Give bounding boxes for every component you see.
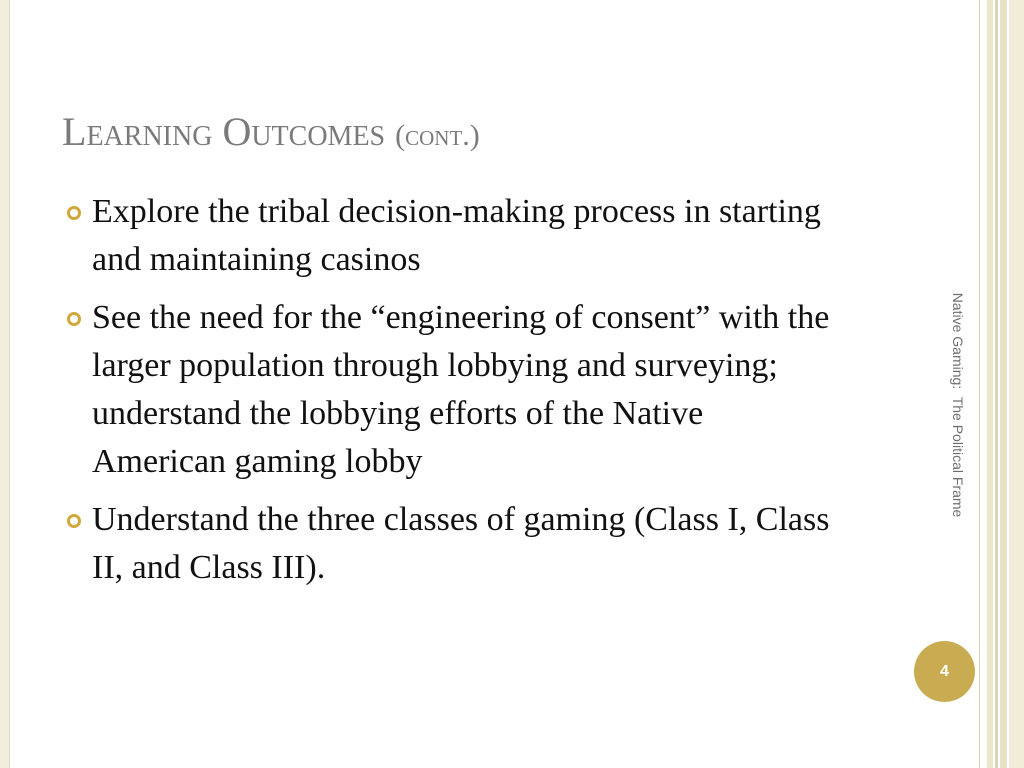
left-border xyxy=(0,0,10,768)
title-word-utcomes: utcomes xyxy=(251,109,396,154)
bullet-circle-icon xyxy=(67,514,81,528)
bullet-item xyxy=(62,188,842,284)
title-suffix: (cont.) xyxy=(395,119,480,152)
bullet-text: Explore the tribal decision-making process in starting and maintaining casinos xyxy=(92,193,821,278)
page-number-badge xyxy=(914,641,975,702)
right-stripe-5 xyxy=(1009,0,1024,768)
bullet-item xyxy=(62,496,842,592)
footer-text: Native Gaming: The Political Frame xyxy=(950,292,966,518)
bullet-item xyxy=(62,294,842,486)
title-initial-o: O xyxy=(222,109,252,154)
right-stripe-2 xyxy=(987,0,993,768)
right-stripe-3 xyxy=(995,0,998,768)
bullet-text: Understand the three classes of gaming (Class I, Class II, and Class III). xyxy=(92,501,830,586)
bullet-text: See the need for the “engineering of consent” with the larger population through lobbying and surveying; understand the lobbying efforts of the Native American gaming lobby xyxy=(92,299,830,480)
bullet-circle-icon xyxy=(67,206,81,220)
right-stripe-1 xyxy=(979,0,980,768)
bullet-list xyxy=(62,188,842,602)
title-initial-l: L xyxy=(62,109,87,154)
right-stripe-4 xyxy=(1000,0,1007,768)
bullet-circle-icon xyxy=(67,312,81,326)
slide-title xyxy=(62,108,480,160)
page-number: 4 xyxy=(940,662,949,680)
title-word-earning: earning xyxy=(86,109,223,154)
